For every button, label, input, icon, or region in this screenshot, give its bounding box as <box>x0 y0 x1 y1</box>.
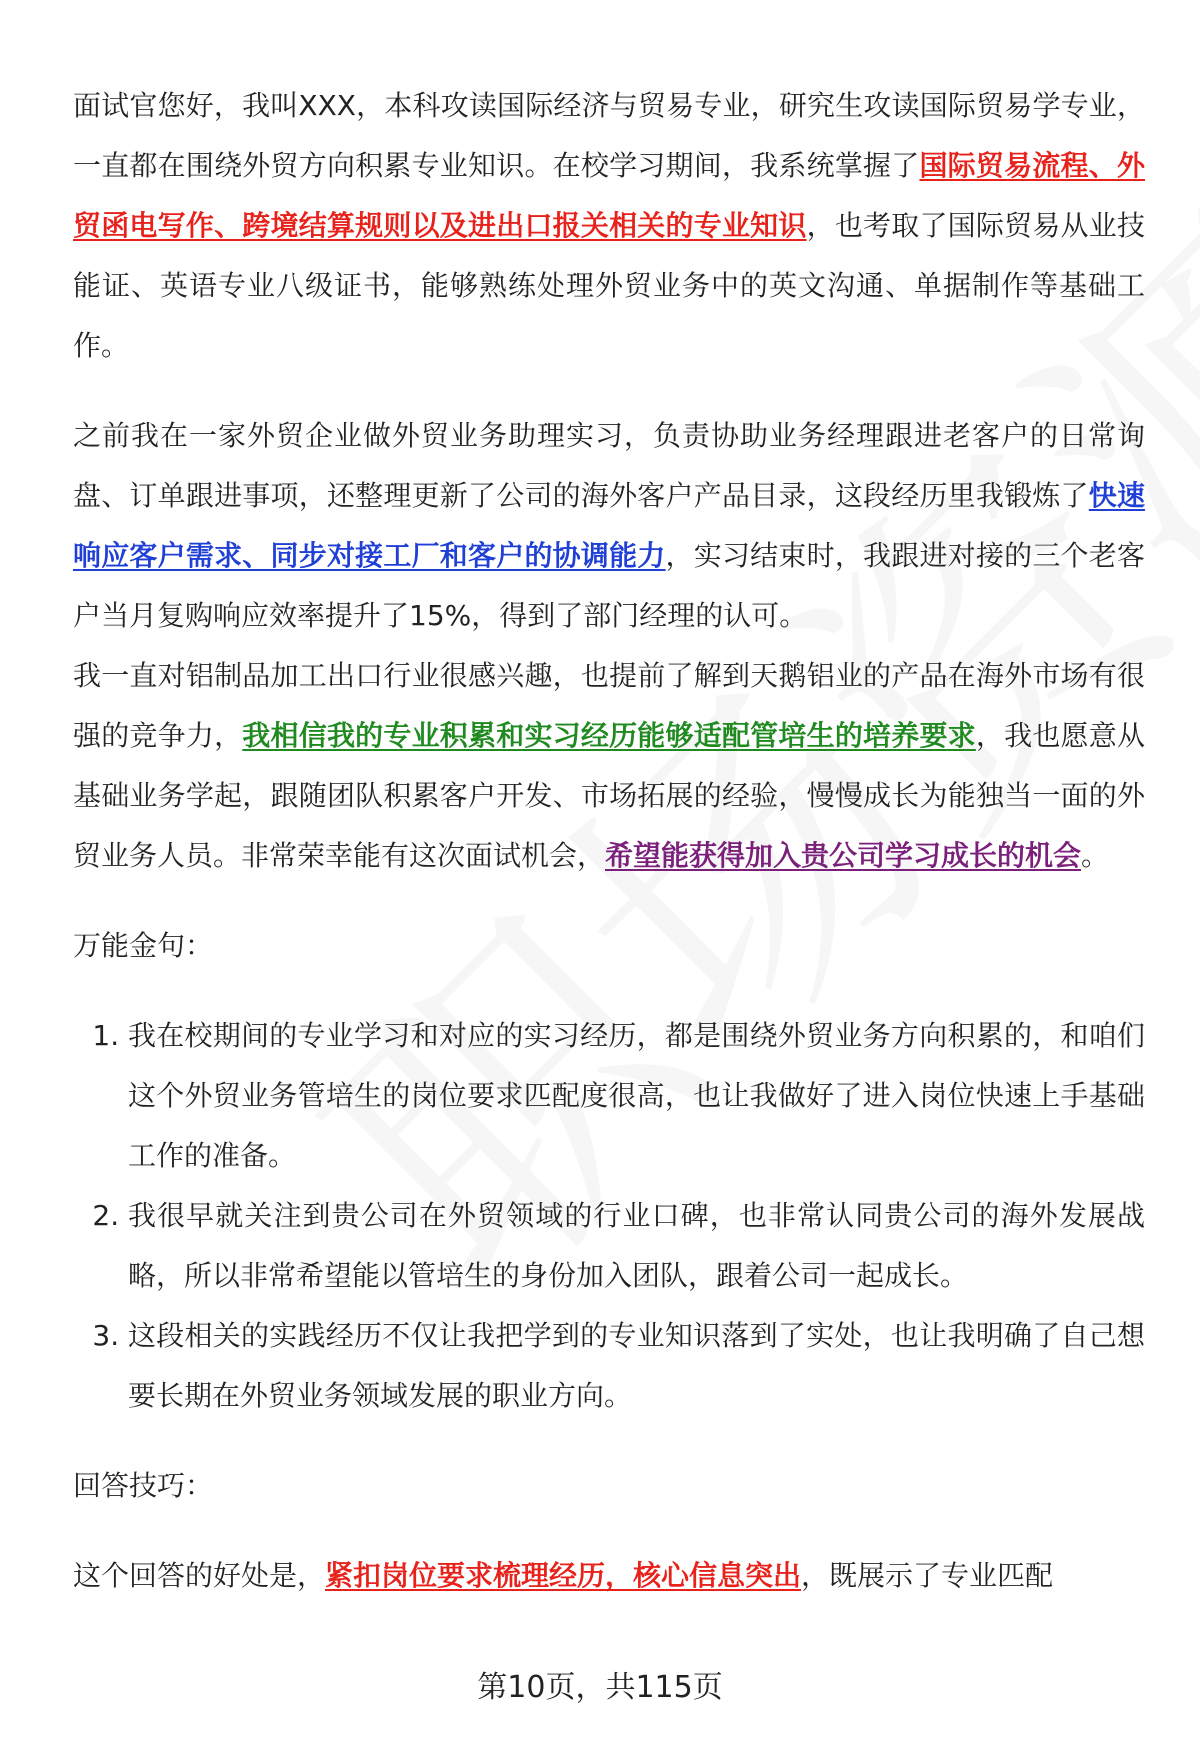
tips-highlight: 紧扣岗位要求梳理经历，核心信息突出 <box>325 1559 802 1592</box>
tips-text-1: 这个回答的好处是， <box>73 1559 326 1592</box>
intro-text-1: 面试官您好，我叫XXX，本科攻读国际经济与贸易专业，研究生攻读国际贸易学专业，一直都在围绕外贸方向积累专业知识。在校学习期间，我系统掌握了 <box>73 89 1145 182</box>
intro-highlight: 国际贸易流程、外贸函电写作、跨境结算规则以及进出口报关相关的专业知识 <box>73 149 1145 242</box>
golden-sentence-2: 2. 我很早就关注到贵公司在外贸领域的行业口碑，也非常认同贵公司的海外发展战略，所以非常希望能以管培生的身份加入团队，跟着公司一起成长。 <box>128 1186 1145 1306</box>
tips-paragraph <box>73 1546 1145 1606</box>
intro-paragraph <box>73 76 1145 376</box>
motivation-paragraph <box>73 646 1145 886</box>
golden-sentence-list <box>73 1006 1145 1426</box>
tips-text-2: ，既展示了专业匹配 <box>801 1559 1054 1592</box>
internship-text-1: 之前我在一家外贸企业做外贸业务助理实习，负责协助业务经理跟进老客户的日常询盘、订单跟进事项，还整理更新了公司的海外客户产品目录，这段经历里我锻炼了 <box>73 419 1145 512</box>
intro-text-2: ，也考取了国际贸易从业技能证、英语专业八级证书，能够熟练处理外贸业务中的英文沟通、单据制作等基础工作。 <box>73 209 1145 362</box>
motivation-text-1: 我一直对铝制品加工出口行业很感兴趣，也提前了解到天鹅铝业的产品在海外市场有很强的竞争力， <box>73 659 1145 752</box>
golden-sentence-1: 1. 我在校期间的专业学习和对应的实习经历，都是围绕外贸业务方向积累的，和咱们这个外贸业务管培生的岗位要求匹配度很高，也让我做好了进入岗位快速上手基础工作的准备。 <box>128 1006 1145 1186</box>
motivation-text-3: 。 <box>1081 839 1110 872</box>
motivation-text-2: ，我也愿意从基础业务学起，跟随团队积累客户开发、市场拓展的经验，慢慢成长为能独当一面的外贸业务人员。非常荣幸能有这次面试机会， <box>73 719 1145 872</box>
page-footer: 第10页，共115页 <box>477 1670 723 1705</box>
internship-highlight: 快速响应客户需求、同步对接工厂和客户的协调能力 <box>73 479 1145 572</box>
tips-heading: 回答技巧： <box>73 1469 214 1502</box>
document-body <box>73 76 1145 1606</box>
internship-paragraph <box>73 406 1145 646</box>
internship-text-2: ，实习结束时，我跟进对接的三个老客户当月复购响应效率提升了15%，得到了部门经理的认可。 <box>73 539 1145 632</box>
motivation-highlight-purple: 希望能获得加入贵公司学习成长的机会 <box>605 839 1082 872</box>
golden-heading: 万能金句： <box>73 929 214 962</box>
motivation-highlight-green: 我相信我的专业积累和实习经历能够适配管培生的培养要求 <box>242 719 976 752</box>
golden-sentence-3: 3. 这段相关的实践经历不仅让我把学到的专业知识落到了实处，也让我明确了自己想要长期在外贸业务领域发展的职业方向。 <box>128 1306 1145 1426</box>
